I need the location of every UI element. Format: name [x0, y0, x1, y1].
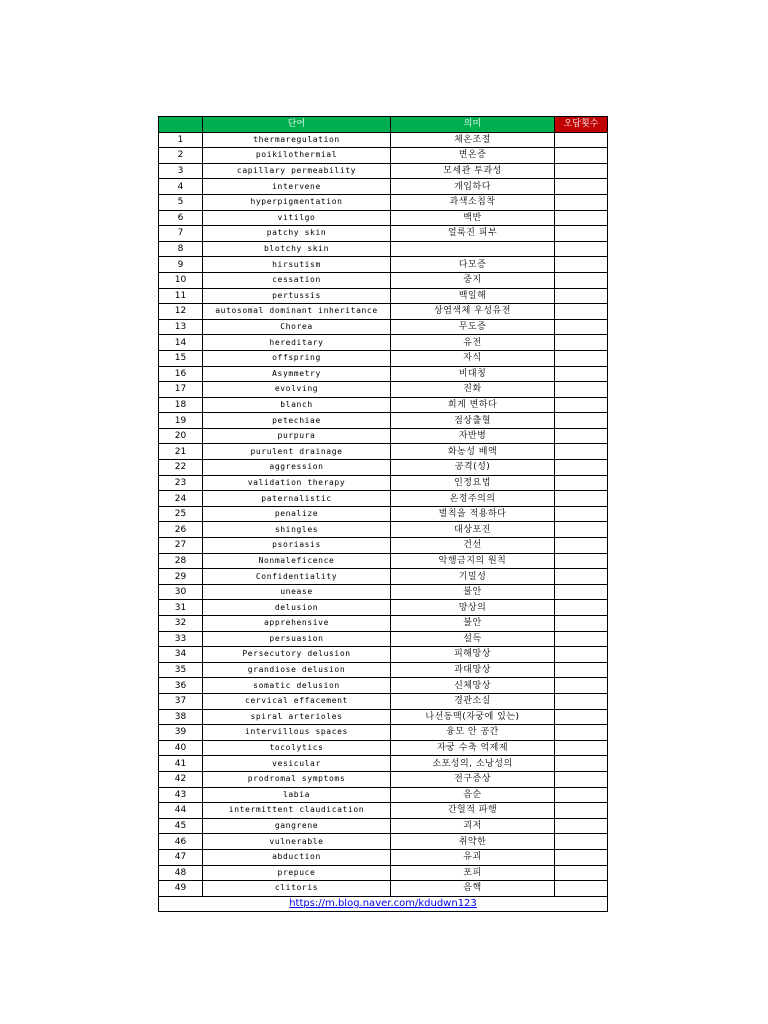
footer-cell — [159, 896, 608, 912]
row-number-cell: 7 — [159, 226, 203, 242]
row-meaning-cell: 신체망상 — [391, 678, 555, 694]
row-number-cell: 20 — [159, 428, 203, 444]
row-number-cell: 24 — [159, 491, 203, 507]
row-number-cell: 33 — [159, 631, 203, 647]
footer-row — [159, 896, 608, 912]
table-row — [159, 226, 608, 242]
row-errors-cell — [555, 241, 608, 257]
row-word-cell: intervene — [203, 179, 391, 195]
table-row — [159, 771, 608, 787]
row-meaning-cell: 벌칙을 적용하다 — [391, 506, 555, 522]
row-number-cell: 8 — [159, 241, 203, 257]
row-word-cell: intermittent claudication — [203, 803, 391, 819]
row-number-cell: 22 — [159, 460, 203, 476]
table-row — [159, 647, 608, 663]
table-row — [159, 631, 608, 647]
row-meaning-cell: 점상출혈 — [391, 413, 555, 429]
table-row — [159, 569, 608, 585]
row-errors-cell — [555, 272, 608, 288]
row-number-cell: 1 — [159, 132, 203, 148]
row-word-cell: blotchy skin — [203, 241, 391, 257]
header-word-cell: 단어 — [203, 117, 391, 133]
row-word-cell: autosomal dominant inheritance — [203, 304, 391, 320]
row-word-cell: apprehensive — [203, 616, 391, 632]
row-word-cell: blanch — [203, 397, 391, 413]
row-word-cell: Asymmetry — [203, 366, 391, 382]
table-row — [159, 678, 608, 694]
row-word-cell: Confidentiality — [203, 569, 391, 585]
header-errors-cell: 오답횟수 — [555, 117, 608, 133]
row-number-cell: 9 — [159, 257, 203, 273]
table-row — [159, 148, 608, 164]
row-number-cell: 17 — [159, 382, 203, 398]
row-errors-cell — [555, 803, 608, 819]
row-number-cell: 4 — [159, 179, 203, 195]
row-number-cell: 14 — [159, 335, 203, 351]
table-row — [159, 210, 608, 226]
table-row — [159, 709, 608, 725]
table-row — [159, 818, 608, 834]
row-errors-cell — [555, 569, 608, 585]
row-word-cell: vulnerable — [203, 834, 391, 850]
table-row — [159, 756, 608, 772]
row-word-cell: hereditary — [203, 335, 391, 351]
row-number-cell: 18 — [159, 397, 203, 413]
row-number-cell: 32 — [159, 616, 203, 632]
row-word-cell: psoriasis — [203, 538, 391, 554]
row-meaning-cell — [391, 241, 555, 257]
row-errors-cell — [555, 756, 608, 772]
row-meaning-cell: 설득 — [391, 631, 555, 647]
row-meaning-cell: 얼룩진 피부 — [391, 226, 555, 242]
row-meaning-cell: 음핵 — [391, 881, 555, 897]
row-errors-cell — [555, 787, 608, 803]
row-word-cell: unease — [203, 584, 391, 600]
row-errors-cell — [555, 428, 608, 444]
row-number-cell: 13 — [159, 319, 203, 335]
row-meaning-cell: 공격(성) — [391, 460, 555, 476]
row-meaning-cell: 자식 — [391, 350, 555, 366]
row-meaning-cell: 취약한 — [391, 834, 555, 850]
row-word-cell: prodromal symptoms — [203, 771, 391, 787]
table-body — [159, 132, 608, 896]
row-meaning-cell: 인정요법 — [391, 475, 555, 491]
table-row — [159, 163, 608, 179]
row-errors-cell — [555, 210, 608, 226]
row-number-cell: 41 — [159, 756, 203, 772]
row-number-cell: 43 — [159, 787, 203, 803]
vocabulary-table — [158, 116, 608, 912]
row-number-cell: 28 — [159, 553, 203, 569]
row-word-cell: vitilgo — [203, 210, 391, 226]
row-word-cell: validation therapy — [203, 475, 391, 491]
table-row — [159, 366, 608, 382]
row-meaning-cell: 백반 — [391, 210, 555, 226]
header-row — [159, 117, 608, 133]
row-meaning-cell: 화농성 배액 — [391, 444, 555, 460]
row-word-cell: persuasion — [203, 631, 391, 647]
row-meaning-cell: 자궁 수축 억제제 — [391, 740, 555, 756]
table-row — [159, 397, 608, 413]
row-word-cell: grandiose delusion — [203, 662, 391, 678]
row-word-cell: Nonmaleficence — [203, 553, 391, 569]
row-errors-cell — [555, 179, 608, 195]
table-row — [159, 725, 608, 741]
row-meaning-cell: 과대망상 — [391, 662, 555, 678]
row-number-cell: 21 — [159, 444, 203, 460]
row-meaning-cell: 음순 — [391, 787, 555, 803]
table-row — [159, 413, 608, 429]
row-meaning-cell: 상염색체 우성유전 — [391, 304, 555, 320]
row-word-cell: petechiae — [203, 413, 391, 429]
row-errors-cell — [555, 631, 608, 647]
row-meaning-cell: 소포성의, 소낭성의 — [391, 756, 555, 772]
table-row — [159, 787, 608, 803]
row-errors-cell — [555, 834, 608, 850]
row-number-cell: 39 — [159, 725, 203, 741]
row-errors-cell — [555, 475, 608, 491]
row-word-cell: penalize — [203, 506, 391, 522]
row-number-cell: 38 — [159, 709, 203, 725]
row-errors-cell — [555, 709, 608, 725]
table-row — [159, 304, 608, 320]
row-number-cell: 23 — [159, 475, 203, 491]
row-meaning-cell: 건선 — [391, 538, 555, 554]
row-meaning-cell: 융모 안 공간 — [391, 725, 555, 741]
row-word-cell: evolving — [203, 382, 391, 398]
row-errors-cell — [555, 226, 608, 242]
row-meaning-cell: 모세관 투과성 — [391, 163, 555, 179]
row-errors-cell — [555, 522, 608, 538]
row-meaning-cell: 유괴 — [391, 849, 555, 865]
row-meaning-cell: 간헐적 파행 — [391, 803, 555, 819]
row-errors-cell — [555, 366, 608, 382]
table-row — [159, 350, 608, 366]
table-row — [159, 132, 608, 148]
table-row — [159, 522, 608, 538]
row-number-cell: 31 — [159, 600, 203, 616]
row-number-cell: 3 — [159, 163, 203, 179]
row-errors-cell — [555, 818, 608, 834]
table-row — [159, 538, 608, 554]
table-row — [159, 428, 608, 444]
row-errors-cell — [555, 335, 608, 351]
row-meaning-cell: 유전 — [391, 335, 555, 351]
header-number-cell — [159, 117, 203, 133]
row-meaning-cell: 기밀성 — [391, 569, 555, 585]
row-meaning-cell: 자반병 — [391, 428, 555, 444]
row-number-cell: 11 — [159, 288, 203, 304]
row-word-cell: purulent drainage — [203, 444, 391, 460]
row-word-cell: spiral arterioles — [203, 709, 391, 725]
row-meaning-cell: 온정주의의 — [391, 491, 555, 507]
table-row — [159, 444, 608, 460]
row-errors-cell — [555, 397, 608, 413]
row-word-cell: labia — [203, 787, 391, 803]
row-number-cell: 46 — [159, 834, 203, 850]
row-word-cell: patchy skin — [203, 226, 391, 242]
row-meaning-cell: 개입하다 — [391, 179, 555, 195]
row-word-cell: aggression — [203, 460, 391, 476]
row-number-cell: 12 — [159, 304, 203, 320]
row-word-cell: shingles — [203, 522, 391, 538]
table-row — [159, 475, 608, 491]
row-number-cell: 29 — [159, 569, 203, 585]
row-errors-cell — [555, 257, 608, 273]
row-number-cell: 42 — [159, 771, 203, 787]
table-row — [159, 460, 608, 476]
row-number-cell: 16 — [159, 366, 203, 382]
row-word-cell: capillary permeability — [203, 163, 391, 179]
row-word-cell: vesicular — [203, 756, 391, 772]
row-errors-cell — [555, 849, 608, 865]
table-row — [159, 553, 608, 569]
row-meaning-cell: 망상의 — [391, 600, 555, 616]
row-number-cell: 36 — [159, 678, 203, 694]
row-number-cell: 26 — [159, 522, 203, 538]
row-errors-cell — [555, 584, 608, 600]
table-row — [159, 584, 608, 600]
row-meaning-cell: 희게 변하다 — [391, 397, 555, 413]
row-word-cell: hirsutism — [203, 257, 391, 273]
row-meaning-cell: 경관소실 — [391, 693, 555, 709]
row-meaning-cell: 다모증 — [391, 257, 555, 273]
table-row — [159, 257, 608, 273]
row-errors-cell — [555, 881, 608, 897]
row-number-cell: 35 — [159, 662, 203, 678]
row-meaning-cell: 악행금지의 원칙 — [391, 553, 555, 569]
row-word-cell: tocolytics — [203, 740, 391, 756]
row-meaning-cell: 전구증상 — [391, 771, 555, 787]
row-meaning-cell: 포피 — [391, 865, 555, 881]
row-number-cell: 45 — [159, 818, 203, 834]
row-errors-cell — [555, 647, 608, 663]
row-number-cell: 10 — [159, 272, 203, 288]
row-number-cell: 44 — [159, 803, 203, 819]
row-errors-cell — [555, 538, 608, 554]
row-meaning-cell: 과색소침착 — [391, 194, 555, 210]
header-meaning-cell: 의미 — [391, 117, 555, 133]
row-errors-cell — [555, 600, 608, 616]
row-errors-cell — [555, 288, 608, 304]
row-meaning-cell: 대상포진 — [391, 522, 555, 538]
table-row — [159, 506, 608, 522]
row-meaning-cell: 불안 — [391, 616, 555, 632]
row-word-cell: purpura — [203, 428, 391, 444]
row-errors-cell — [555, 662, 608, 678]
row-errors-cell — [555, 616, 608, 632]
row-meaning-cell: 백일해 — [391, 288, 555, 304]
row-errors-cell — [555, 678, 608, 694]
table-row — [159, 272, 608, 288]
row-number-cell: 25 — [159, 506, 203, 522]
row-word-cell: delusion — [203, 600, 391, 616]
row-word-cell: pertussis — [203, 288, 391, 304]
row-errors-cell — [555, 491, 608, 507]
table-row — [159, 616, 608, 632]
row-errors-cell — [555, 319, 608, 335]
row-word-cell: somatic delusion — [203, 678, 391, 694]
row-errors-cell — [555, 350, 608, 366]
row-meaning-cell: 피해망상 — [391, 647, 555, 663]
table-row — [159, 382, 608, 398]
table-row — [159, 179, 608, 195]
table-row — [159, 849, 608, 865]
row-number-cell: 34 — [159, 647, 203, 663]
row-word-cell: clitoris — [203, 881, 391, 897]
row-word-cell: prepuce — [203, 865, 391, 881]
row-number-cell: 15 — [159, 350, 203, 366]
row-meaning-cell: 괴저 — [391, 818, 555, 834]
row-errors-cell — [555, 132, 608, 148]
blog-link[interactable]: https://m.blog.naver.com/kdudwn123 — [289, 897, 477, 909]
row-word-cell: poikilothermial — [203, 148, 391, 164]
row-word-cell: cessation — [203, 272, 391, 288]
row-errors-cell — [555, 148, 608, 164]
row-meaning-cell: 중지 — [391, 272, 555, 288]
row-word-cell: gangrene — [203, 818, 391, 834]
row-word-cell: intervillous spaces — [203, 725, 391, 741]
row-errors-cell — [555, 771, 608, 787]
row-errors-cell — [555, 460, 608, 476]
row-errors-cell — [555, 413, 608, 429]
row-meaning-cell: 진화 — [391, 382, 555, 398]
row-meaning-cell: 체온조절 — [391, 132, 555, 148]
row-word-cell: Persecutory delusion — [203, 647, 391, 663]
row-word-cell: paternalistic — [203, 491, 391, 507]
table-row — [159, 288, 608, 304]
row-errors-cell — [555, 865, 608, 881]
table-row — [159, 319, 608, 335]
row-meaning-cell: 변온증 — [391, 148, 555, 164]
row-number-cell: 40 — [159, 740, 203, 756]
row-number-cell: 49 — [159, 881, 203, 897]
table-row — [159, 662, 608, 678]
row-meaning-cell: 나선동맥(자궁에 있는) — [391, 709, 555, 725]
table-row — [159, 834, 608, 850]
row-number-cell: 47 — [159, 849, 203, 865]
table-row — [159, 881, 608, 897]
row-number-cell: 5 — [159, 194, 203, 210]
row-errors-cell — [555, 163, 608, 179]
row-errors-cell — [555, 693, 608, 709]
row-errors-cell — [555, 444, 608, 460]
table-row — [159, 740, 608, 756]
row-word-cell: offspring — [203, 350, 391, 366]
row-errors-cell — [555, 725, 608, 741]
row-number-cell: 30 — [159, 584, 203, 600]
row-errors-cell — [555, 740, 608, 756]
row-meaning-cell: 불안 — [391, 584, 555, 600]
row-word-cell: hyperpigmentation — [203, 194, 391, 210]
table-row — [159, 693, 608, 709]
table-row — [159, 491, 608, 507]
table-row — [159, 194, 608, 210]
table-row — [159, 865, 608, 881]
row-errors-cell — [555, 382, 608, 398]
row-number-cell: 48 — [159, 865, 203, 881]
row-word-cell: cervical effacement — [203, 693, 391, 709]
row-meaning-cell: 비대칭 — [391, 366, 555, 382]
row-errors-cell — [555, 506, 608, 522]
row-errors-cell — [555, 553, 608, 569]
row-word-cell: thermaregulation — [203, 132, 391, 148]
row-number-cell: 19 — [159, 413, 203, 429]
table-row — [159, 241, 608, 257]
row-number-cell: 2 — [159, 148, 203, 164]
row-word-cell: abduction — [203, 849, 391, 865]
row-meaning-cell: 무도증 — [391, 319, 555, 335]
table-row — [159, 335, 608, 351]
row-errors-cell — [555, 304, 608, 320]
row-number-cell: 6 — [159, 210, 203, 226]
row-errors-cell — [555, 194, 608, 210]
row-word-cell: Chorea — [203, 319, 391, 335]
table-row — [159, 803, 608, 819]
row-number-cell: 27 — [159, 538, 203, 554]
row-number-cell: 37 — [159, 693, 203, 709]
table-row — [159, 600, 608, 616]
